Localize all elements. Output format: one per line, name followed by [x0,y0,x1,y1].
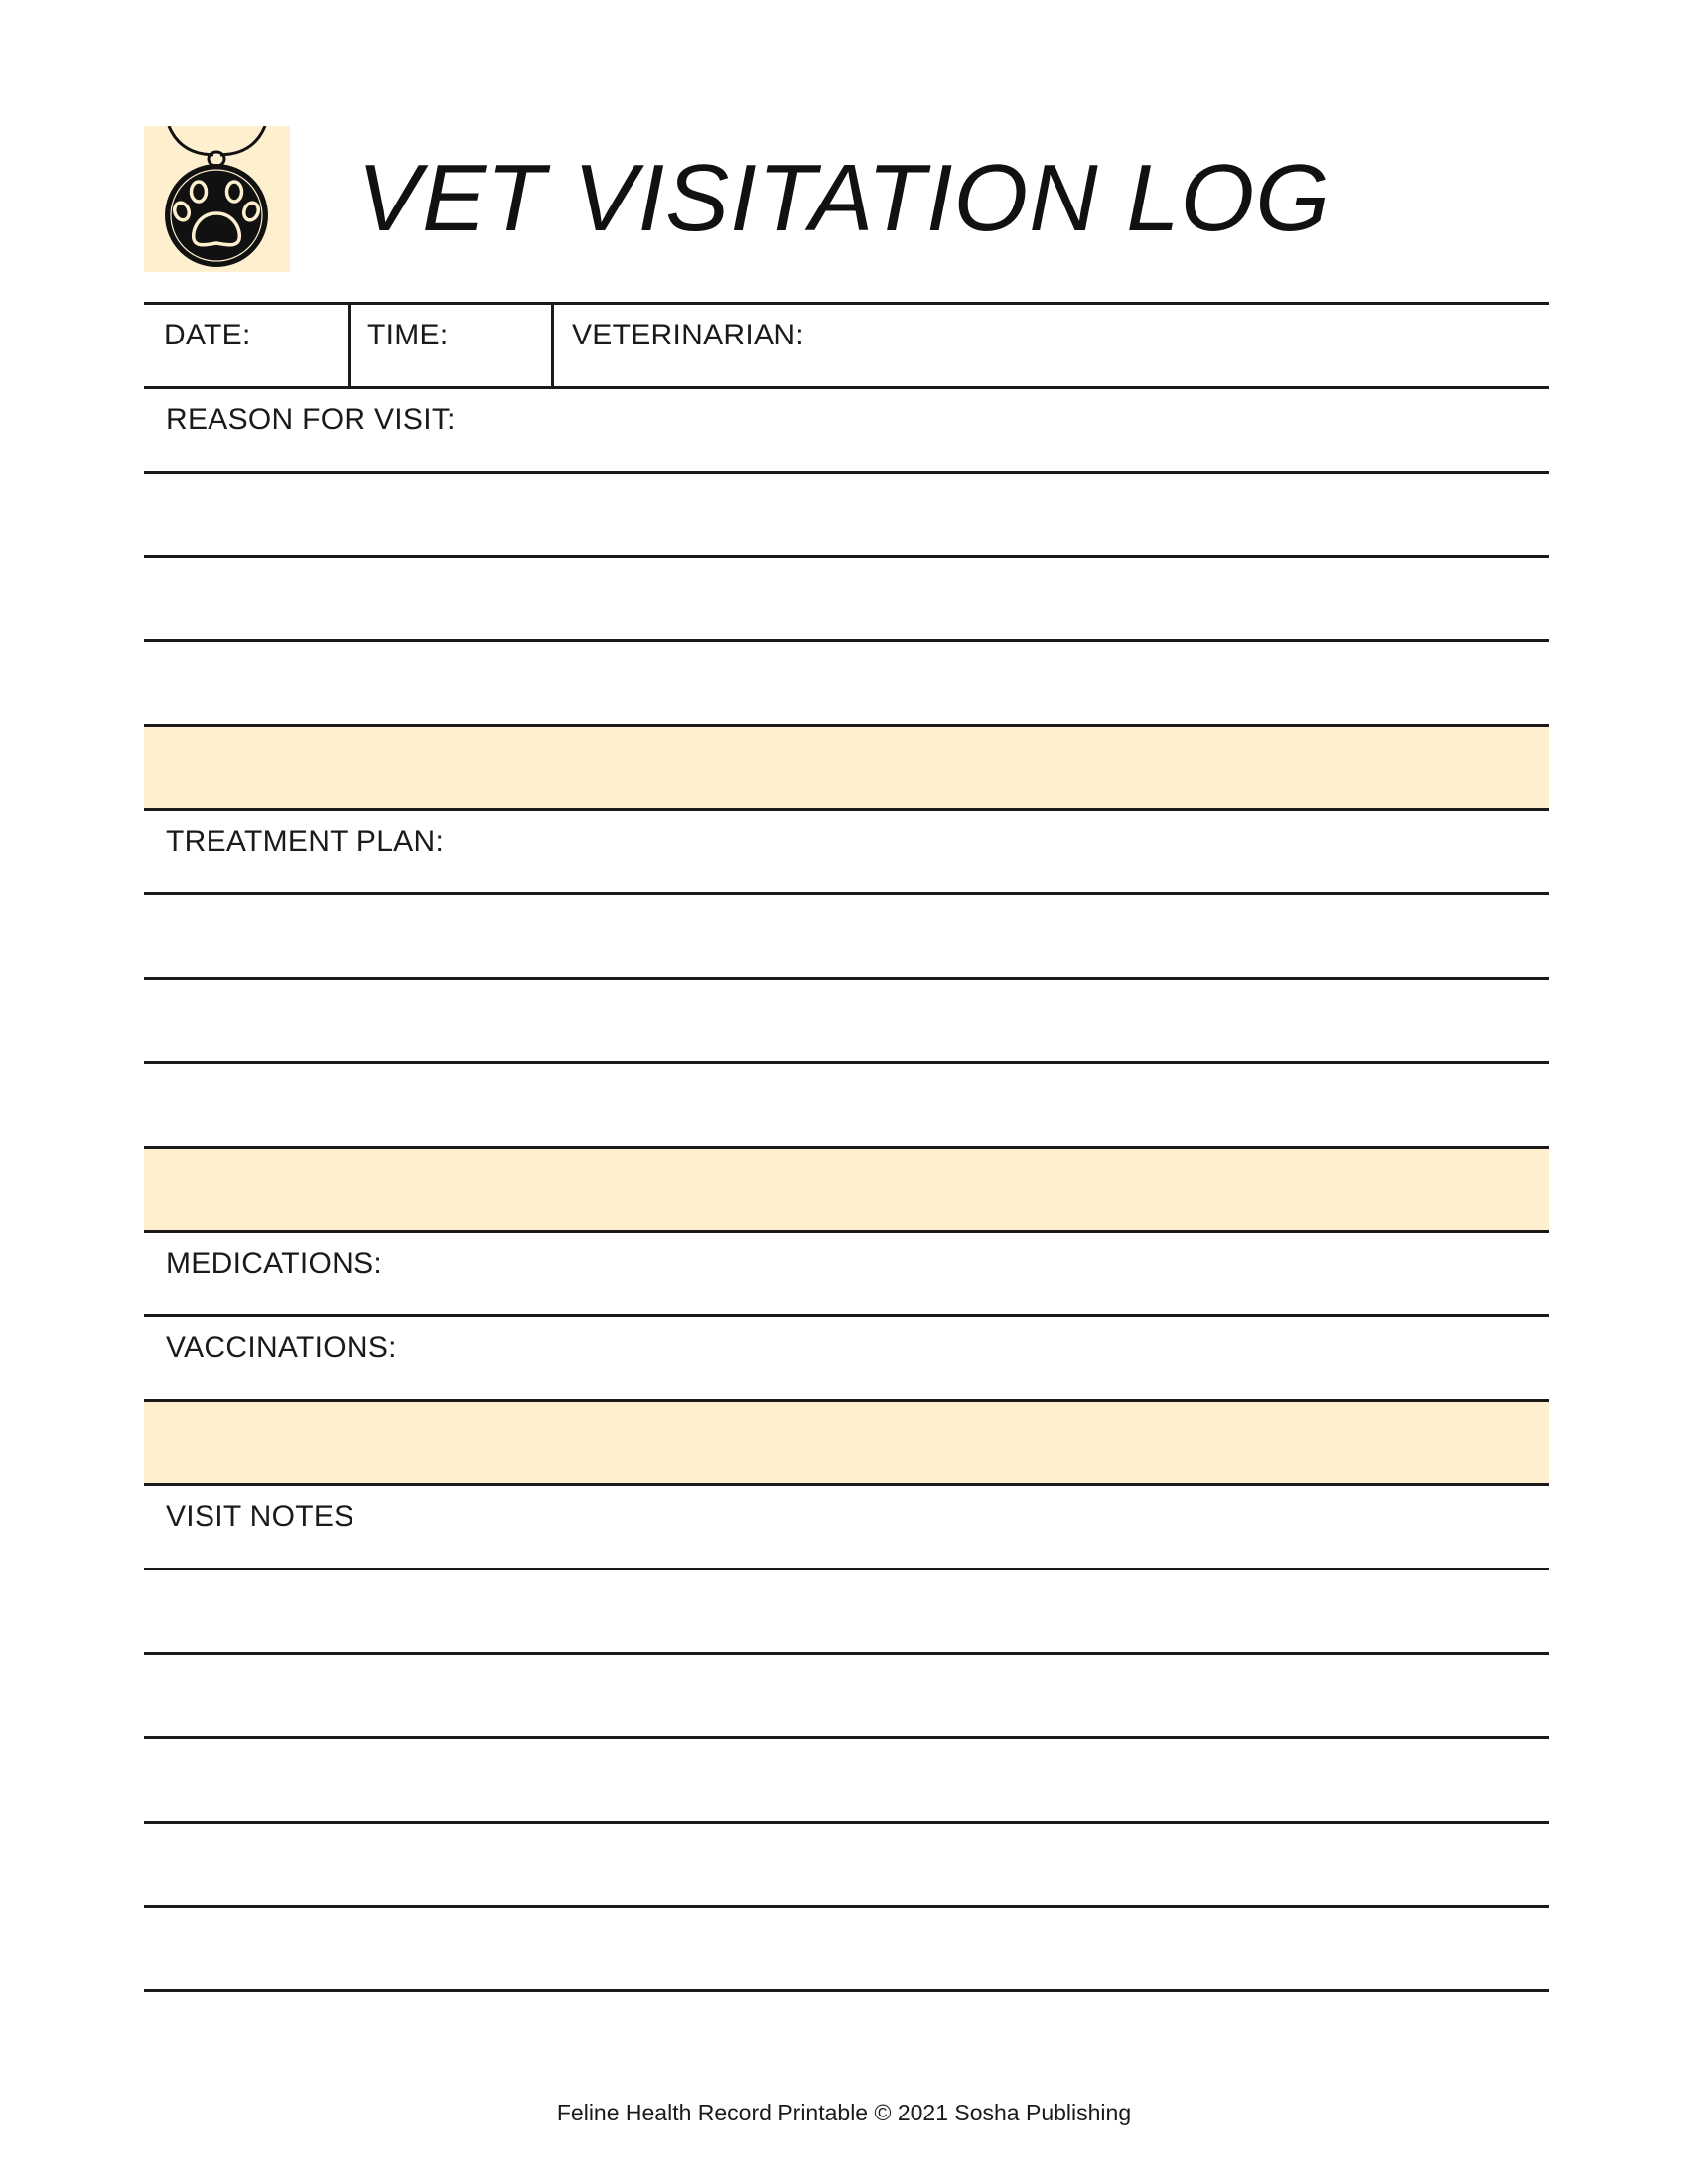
notes-line[interactable] [144,1655,1549,1739]
date-label: DATE: [164,319,251,351]
reason-line[interactable] [144,642,1549,727]
notes-line[interactable] [144,1739,1549,1824]
footer-copyright: Feline Health Record Printable © 2021 Sosha Publishing [556,2100,1132,2125]
reason-field[interactable] [144,389,1549,474]
divider-band [144,1402,1549,1486]
notes-line[interactable] [144,1908,1549,1992]
veterinarian-label: VETERINARIAN: [572,319,804,351]
notes-field[interactable] [144,1486,1549,1570]
treatment-line[interactable] [144,980,1549,1064]
treatment-field[interactable] [144,811,1549,895]
reason-line[interactable] [144,558,1549,642]
visit-info-row [144,305,1549,389]
notes-line[interactable] [144,1570,1549,1655]
time-field[interactable] [348,305,554,386]
notes-line[interactable] [144,1824,1549,1908]
reason-label: REASON FOR VISIT: [166,403,456,436]
vaccinations-label: VACCINATIONS: [166,1331,397,1364]
medications-label: MEDICATIONS: [166,1247,383,1280]
medications-field[interactable] [144,1233,1549,1317]
vaccinations-field[interactable] [144,1317,1549,1402]
treatment-line[interactable] [144,1064,1549,1149]
time-label: TIME: [367,319,449,351]
date-field[interactable] [144,305,351,386]
divider-band [144,727,1549,811]
veterinarian-field[interactable] [552,305,1549,386]
page-title: VET VISITATION LOG [357,145,1331,251]
divider-band [144,1149,1549,1233]
treatment-label: TREATMENT PLAN: [166,825,445,858]
notes-label: VISIT NOTES [166,1500,354,1533]
treatment-line[interactable] [144,895,1549,980]
reason-line[interactable] [144,474,1549,558]
visit-form [144,302,1549,1992]
